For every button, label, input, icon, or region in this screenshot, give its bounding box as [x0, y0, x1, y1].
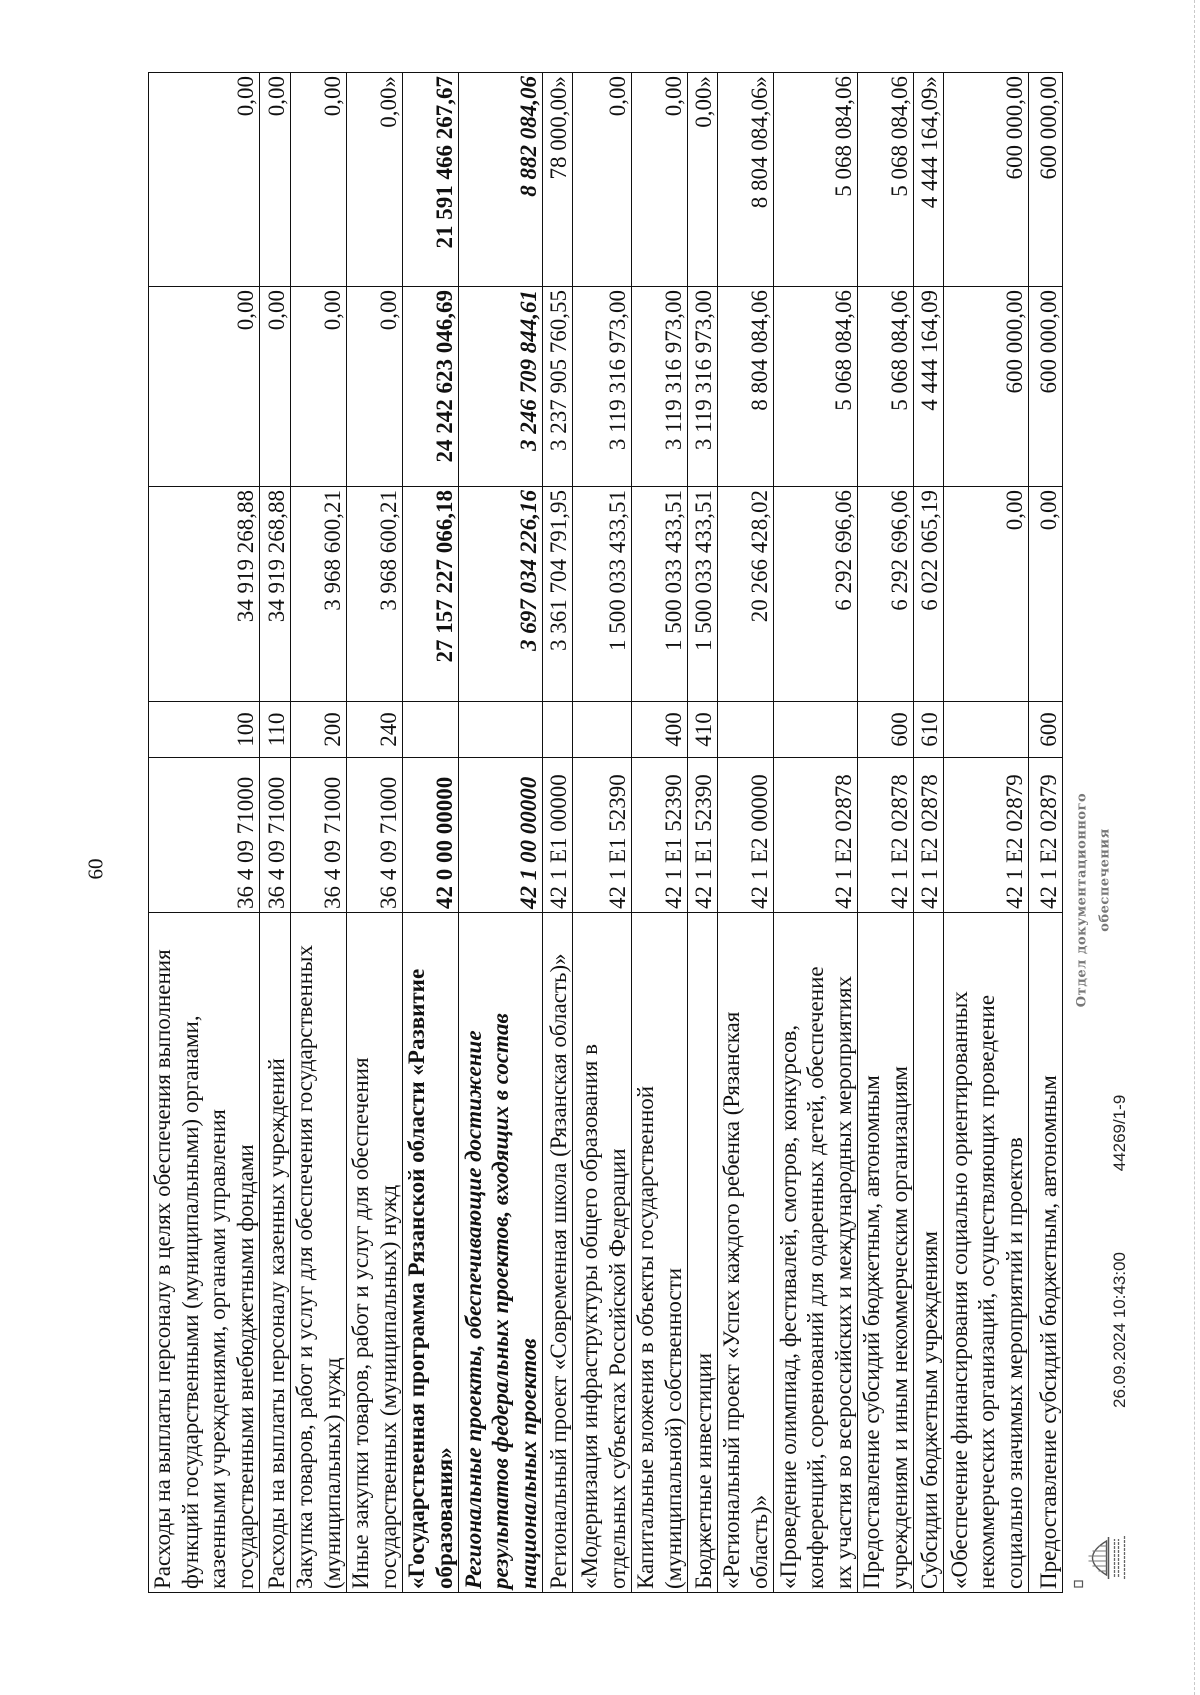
row-expense-type-cell: 610 [914, 702, 944, 758]
row-name-cell: «Государственная программа Рязанской области «Развитие образования» [403, 913, 459, 1593]
table-row [1029, 73, 1063, 1593]
row-name-cell: Бюджетные инвестиции [688, 913, 718, 1593]
row-expense-type-cell: 600 [858, 702, 914, 758]
table-row [858, 73, 914, 1593]
row-amount-year1-cell: 3 361 704 791,95 [543, 487, 573, 702]
row-expense-type-cell [718, 702, 774, 758]
row-name-cell: «Модернизация инфраструктуры общего образования в отдельных субъектах Российской Федерации [573, 913, 632, 1593]
document-number: 44269/1-9 [1110, 1094, 1129, 1172]
row-amount-year1-cell: 0,00 [1029, 487, 1063, 702]
table-row [543, 73, 573, 1593]
row-amount-year3-cell: 0,00» [347, 73, 403, 287]
row-name-cell: Закупка товаров, работ и услуг для обеспечения государственных (муниципальных) нужд [291, 913, 347, 1593]
table-row [688, 73, 718, 1593]
stamp-department-line1: Отдел документационного [1074, 792, 1090, 1008]
row-amount-year3-cell: 600 000,00 [944, 73, 1029, 287]
print-timestamp: 26.09.2024 10:43:00 [1110, 1252, 1129, 1408]
row-expense-type-cell: 410 [688, 702, 718, 758]
table-row [291, 73, 347, 1593]
row-amount-year2-cell: 600 000,00 [944, 287, 1029, 487]
row-amount-year2-cell: 8 804 084,06 [718, 287, 774, 487]
row-amount-year2-cell: 3 119 316 973,00 [573, 287, 632, 487]
row-amount-year3-cell: 78 000,00» [543, 73, 573, 287]
page-number: 60 [83, 858, 108, 880]
scan-artifact-line [1194, 0, 1195, 1695]
row-name-cell: «Региональный проект «Успех каждого ребенка (Рязанская область)» [718, 913, 774, 1593]
row-name-cell: Капитальные вложения в объекты государственной (муниципальной) собственности [632, 913, 688, 1593]
row-expense-type-cell [944, 702, 1029, 758]
row-code-cell: 36 4 09 71000 [149, 758, 260, 913]
row-amount-year1-cell: 3 697 034 226,16 [459, 487, 543, 702]
stamp-department-line2: обеспечения [1097, 828, 1113, 932]
row-expense-type-cell: 600 [1029, 702, 1063, 758]
row-amount-year3-cell: 0,00 [632, 73, 688, 287]
row-name-cell: Расходы на выплаты персоналу в целях обеспечения выполнения функций государственными (муниципальными) органами, казенными учреждениями, органами управления государственными внебюджетными фондами [149, 913, 260, 1593]
row-amount-year1-cell: 1 500 033 433,51 [573, 487, 632, 702]
row-amount-year3-cell: 0,00 [291, 73, 347, 287]
budget-table-container [148, 73, 1060, 1593]
row-name-cell: «Обеспечение финансирования социально ориентированных некоммерческих организаций, осуществляющих проведение социально значимых мероприятий и проектов [944, 913, 1029, 1593]
row-code-cell: 42 1 E1 52390 [573, 758, 632, 913]
row-code-cell: 42 1 E1 00000 [543, 758, 573, 913]
row-amount-year1-cell: 6 022 065,19 [914, 487, 944, 702]
row-name-cell: Региональные проекты, обеспечивающие достижение результатов федеральных проектов, входящих в состав национальных проектов [459, 913, 543, 1593]
row-amount-year2-cell: 3 119 316 973,00 [688, 287, 718, 487]
row-code-cell: 42 0 00 00000 [403, 758, 459, 913]
row-amount-year3-cell: 0,00 [573, 73, 632, 287]
row-amount-year2-cell: 0,00 [291, 287, 347, 487]
row-amount-year3-cell: 8 804 084,06» [718, 73, 774, 287]
row-amount-year1-cell: 6 292 696,06 [774, 487, 858, 702]
row-expense-type-cell [774, 702, 858, 758]
row-amount-year2-cell: 24 242 623 046,69 [403, 287, 459, 487]
row-amount-year2-cell: 0,00 [260, 287, 291, 487]
row-amount-year3-cell: 4 444 164,09» [914, 73, 944, 287]
table-row [260, 73, 291, 1593]
table-row [149, 73, 260, 1593]
row-expense-type-cell: 100 [149, 702, 260, 758]
row-expense-type-cell [459, 702, 543, 758]
row-amount-year3-cell: 8 882 084,06 [459, 73, 543, 287]
row-code-cell: 36 4 09 71000 [260, 758, 291, 913]
row-expense-type-cell: 400 [632, 702, 688, 758]
row-amount-year3-cell: 5 068 084,06 [774, 73, 858, 287]
row-amount-year2-cell: 5 068 084,06 [858, 287, 914, 487]
duma-building-logo-icon [1073, 1527, 1134, 1589]
table-row [459, 73, 543, 1593]
row-code-cell: 42 1 E2 00000 [718, 758, 774, 913]
row-amount-year1-cell: 3 968 600,21 [291, 487, 347, 702]
row-name-cell: «Проведение олимпиад, фестивалей, смотров, конкурсов, конференций, соревнований для одаренных детей, обеспечение их участия во всероссийских и международных мероприятиях [774, 913, 858, 1593]
table-row [573, 73, 632, 1593]
row-name-cell: Региональный проект «Современная школа (Рязанская область)» [543, 913, 573, 1593]
table-row [718, 73, 774, 1593]
row-code-cell: 36 4 09 71000 [291, 758, 347, 913]
row-amount-year2-cell: 3 246 709 844,61 [459, 287, 543, 487]
row-amount-year3-cell: 0,00 [260, 73, 291, 287]
row-name-cell: Расходы на выплаты персоналу казенных учреждений [260, 913, 291, 1593]
row-expense-type-cell [543, 702, 573, 758]
row-amount-year2-cell: 600 000,00 [1029, 287, 1063, 487]
table-row [403, 73, 459, 1593]
table-row [944, 73, 1029, 1593]
row-amount-year1-cell: 1 500 033 433,51 [688, 487, 718, 702]
row-amount-year3-cell: 600 000,00 [1029, 73, 1063, 287]
row-amount-year1-cell: 34 919 268,88 [260, 487, 291, 702]
row-amount-year3-cell: 21 591 466 267,67 [403, 73, 459, 287]
row-amount-year3-cell: 0,00 [149, 73, 260, 287]
row-code-cell: 42 1 E2 02879 [1029, 758, 1063, 913]
table-row [914, 73, 944, 1593]
table-row [632, 73, 688, 1593]
row-amount-year2-cell: 4 444 164,09 [914, 287, 944, 487]
row-expense-type-cell: 110 [260, 702, 291, 758]
row-amount-year1-cell: 20 266 428,02 [718, 487, 774, 702]
row-expense-type-cell: 240 [347, 702, 403, 758]
row-code-cell: 42 1 E1 52390 [632, 758, 688, 913]
budget-table [148, 72, 1063, 1593]
row-code-cell: 42 1 E1 52390 [688, 758, 718, 913]
row-amount-year1-cell: 0,00 [944, 487, 1029, 702]
row-amount-year2-cell: 3 119 316 973,00 [632, 287, 688, 487]
row-amount-year2-cell: 3 237 905 760,55 [543, 287, 573, 487]
row-code-cell: 42 1 E2 02879 [944, 758, 1029, 913]
row-name-cell: Предоставление субсидий бюджетным, автономным [1029, 913, 1063, 1593]
row-amount-year2-cell: 0,00 [347, 287, 403, 487]
table-row [347, 73, 403, 1593]
row-amount-year3-cell: 0,00» [688, 73, 718, 287]
row-amount-year1-cell: 6 292 696,06 [858, 487, 914, 702]
row-code-cell: 42 1 00 00000 [459, 758, 543, 913]
row-expense-type-cell [403, 702, 459, 758]
row-code-cell: 42 1 E2 02878 [914, 758, 944, 913]
row-amount-year1-cell: 1 500 033 433,51 [632, 487, 688, 702]
budget-table-body [149, 73, 1063, 1593]
row-amount-year2-cell: 5 068 084,06 [774, 287, 858, 487]
row-amount-year1-cell: 27 157 227 066,18 [403, 487, 459, 702]
row-code-cell: 42 1 E2 02878 [858, 758, 914, 913]
row-amount-year1-cell: 34 919 268,88 [149, 487, 260, 702]
table-row [774, 73, 858, 1593]
row-code-cell: 42 1 E2 02878 [774, 758, 858, 913]
row-name-cell: Иные закупки товаров, работ и услуг для обеспечения государственных (муниципальных) нужд [347, 913, 403, 1593]
row-amount-year2-cell: 0,00 [149, 287, 260, 487]
row-expense-type-cell [573, 702, 632, 758]
row-name-cell: Субсидии бюджетным учреждениям [914, 913, 944, 1593]
row-expense-type-cell: 200 [291, 702, 347, 758]
row-name-cell: Предоставление субсидий бюджетным, автономным учреждениям и иным некоммерческим организациям [858, 913, 914, 1593]
row-amount-year1-cell: 3 968 600,21 [347, 487, 403, 702]
row-amount-year3-cell: 5 068 084,06 [858, 73, 914, 287]
row-code-cell: 36 4 09 71000 [347, 758, 403, 913]
